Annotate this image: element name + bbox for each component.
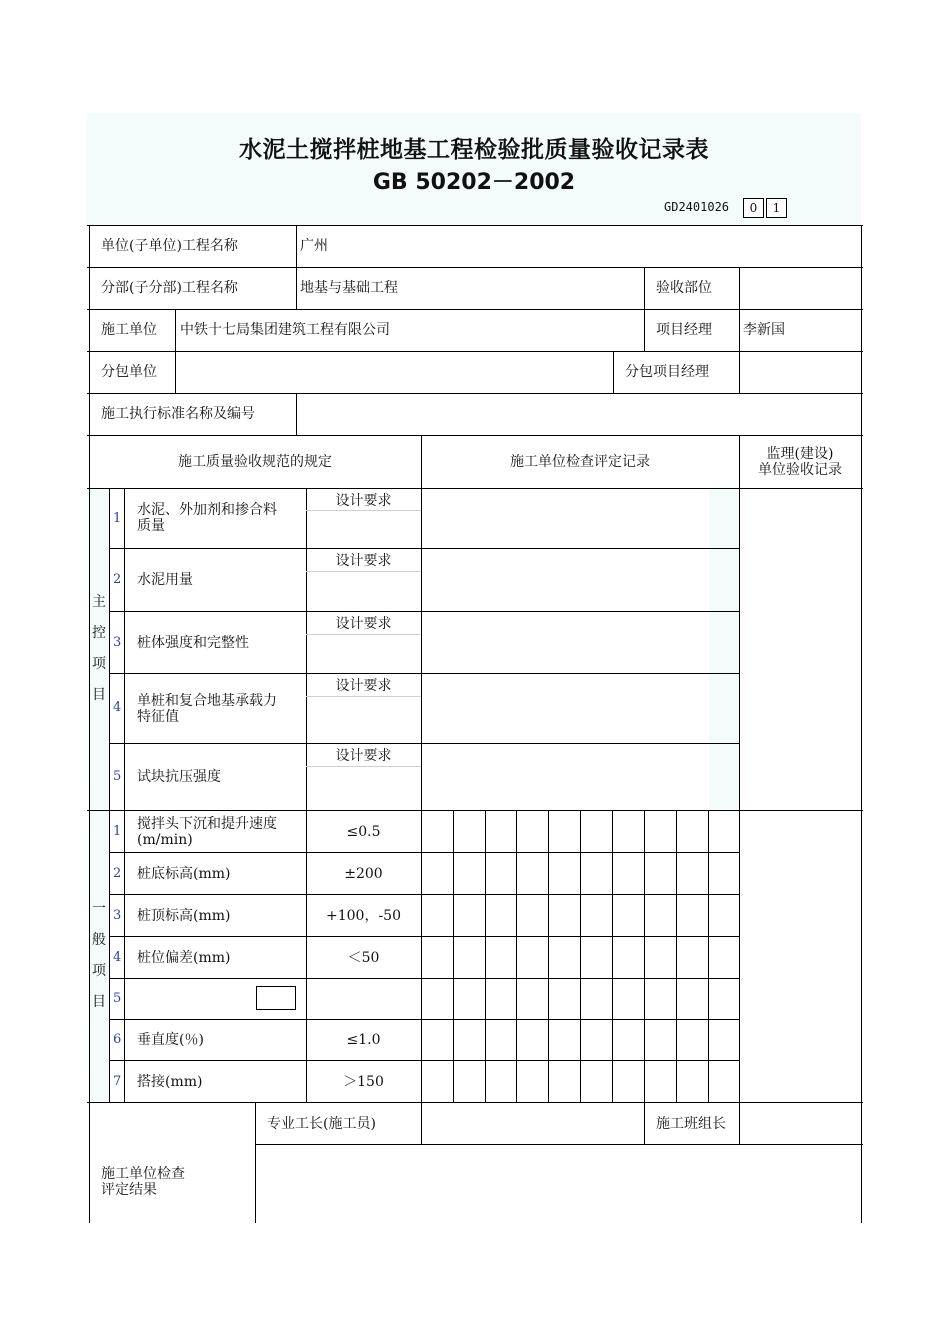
main-item-5-no: 5	[113, 769, 122, 784]
contractor-value[interactable]: 中铁十七局集团建筑工程有限公司	[180, 322, 390, 338]
general-item-3-name: 桩顶标高(mm)	[137, 908, 231, 924]
general-item-6-no: 6	[113, 1032, 122, 1047]
form-title: 水泥土搅拌桩地基工程检验批质量验收记录表	[239, 137, 709, 163]
result-label-2: 评定结果	[101, 1182, 157, 1198]
general-item-6-name: 垂直度(％)	[137, 1032, 204, 1048]
main-item-4-name: 单桩和复合地基承载力	[137, 693, 277, 709]
general-item-1-name: 搅拌头下沉和提升速度	[137, 816, 277, 832]
main-item-4-req: 设计要求	[335, 678, 392, 694]
contractor-label: 施工单位	[101, 322, 157, 338]
main-control-char-3: 项	[92, 656, 106, 672]
general-item-3-value: +100，-50	[326, 908, 401, 924]
foreman-label: 专业工长(施工员)	[267, 1116, 376, 1132]
general-char-3: 项	[92, 963, 106, 979]
subcontractor-label: 分包单位	[101, 364, 157, 380]
main-item-2-no: 2	[113, 572, 122, 587]
code-box-2[interactable]: 1	[766, 198, 787, 218]
record-shade	[709, 489, 739, 809]
general-item-1-value: ≤0.5	[346, 824, 381, 840]
main-item-1-no: 1	[113, 511, 122, 526]
general-char-2: 般	[92, 932, 106, 948]
general-item-4-no: 4	[113, 950, 122, 965]
form-code: GD2401026	[664, 200, 730, 214]
main-item-3-req: 设计要求	[335, 616, 392, 632]
general-item-6-value: ≤1.0	[346, 1032, 381, 1048]
general-item-2-name: 桩底标高(mm)	[137, 866, 231, 882]
general-item-4-name: 桩位偏差(mm)	[137, 950, 231, 966]
result-label-1: 施工单位检查	[101, 1166, 185, 1182]
sub-project-label: 分部(子分部)工程名称	[101, 280, 238, 296]
standard-code: GB 50202－2002	[372, 170, 576, 195]
general-item-3-no: 3	[113, 908, 122, 923]
inspection-form	[87, 113, 863, 1223]
main-item-1-req: 设计要求	[335, 493, 392, 509]
main-item-3-no: 3	[113, 635, 122, 650]
general-item-2-value: ±200	[344, 866, 383, 882]
main-item-2-name: 水泥用量	[137, 572, 193, 588]
main-control-char-4: 目	[92, 687, 106, 703]
main-item-5-name: 试块抗压强度	[137, 769, 221, 785]
general-item-1-no: 1	[113, 824, 122, 839]
pm-label: 项目经理	[656, 322, 712, 338]
main-control-char-2: 控	[92, 625, 106, 641]
standard-label: 施工执行标准名称及编号	[101, 406, 255, 422]
unit-project-label: 单位(子单位)工程名称	[101, 238, 238, 254]
col-supervision-header-1: 监理(建设)	[766, 446, 834, 462]
main-item-4-no: 4	[113, 700, 122, 715]
main-item-1-name: 水泥、外加剂和掺合料	[137, 502, 277, 518]
code-box-1[interactable]: 0	[743, 198, 764, 218]
accept-part-label: 验收部位	[656, 280, 712, 296]
general-char-4: 目	[92, 994, 106, 1010]
general-item-5-input-box[interactable]	[256, 986, 296, 1010]
general-item-1-name-2: (m/min)	[137, 832, 193, 848]
main-item-2-req: 设计要求	[335, 553, 392, 569]
general-item-7-value: ＞150	[343, 1074, 384, 1090]
main-item-4-name-2: 特征值	[137, 709, 179, 725]
pm-value[interactable]: 李新国	[743, 322, 785, 338]
unit-project-value[interactable]: 广州	[300, 238, 328, 254]
general-item-7-no: 7	[113, 1074, 122, 1089]
general-char-1: 一	[92, 901, 106, 917]
col-record-header: 施工单位检查评定记录	[510, 454, 650, 470]
sub-project-value[interactable]: 地基与基础工程	[300, 280, 398, 296]
team-leader-label: 施工班组长	[656, 1116, 726, 1132]
col-spec-header: 施工质量验收规范的规定	[178, 454, 332, 470]
general-item-2-no: 2	[113, 866, 122, 881]
general-item-5-no: 5	[113, 991, 122, 1006]
main-item-1-name-2: 质量	[137, 518, 165, 534]
main-item-5-req: 设计要求	[335, 748, 392, 764]
general-item-7-name: 搭接(mm)	[137, 1074, 203, 1090]
col-supervision-header-2: 单位验收记录	[758, 462, 842, 478]
main-control-char-1: 主	[92, 594, 106, 610]
main-item-3-name: 桩体强度和完整性	[137, 635, 249, 651]
sub-pm-label: 分包项目经理	[625, 364, 709, 380]
general-item-4-value: ＜50	[347, 950, 380, 966]
